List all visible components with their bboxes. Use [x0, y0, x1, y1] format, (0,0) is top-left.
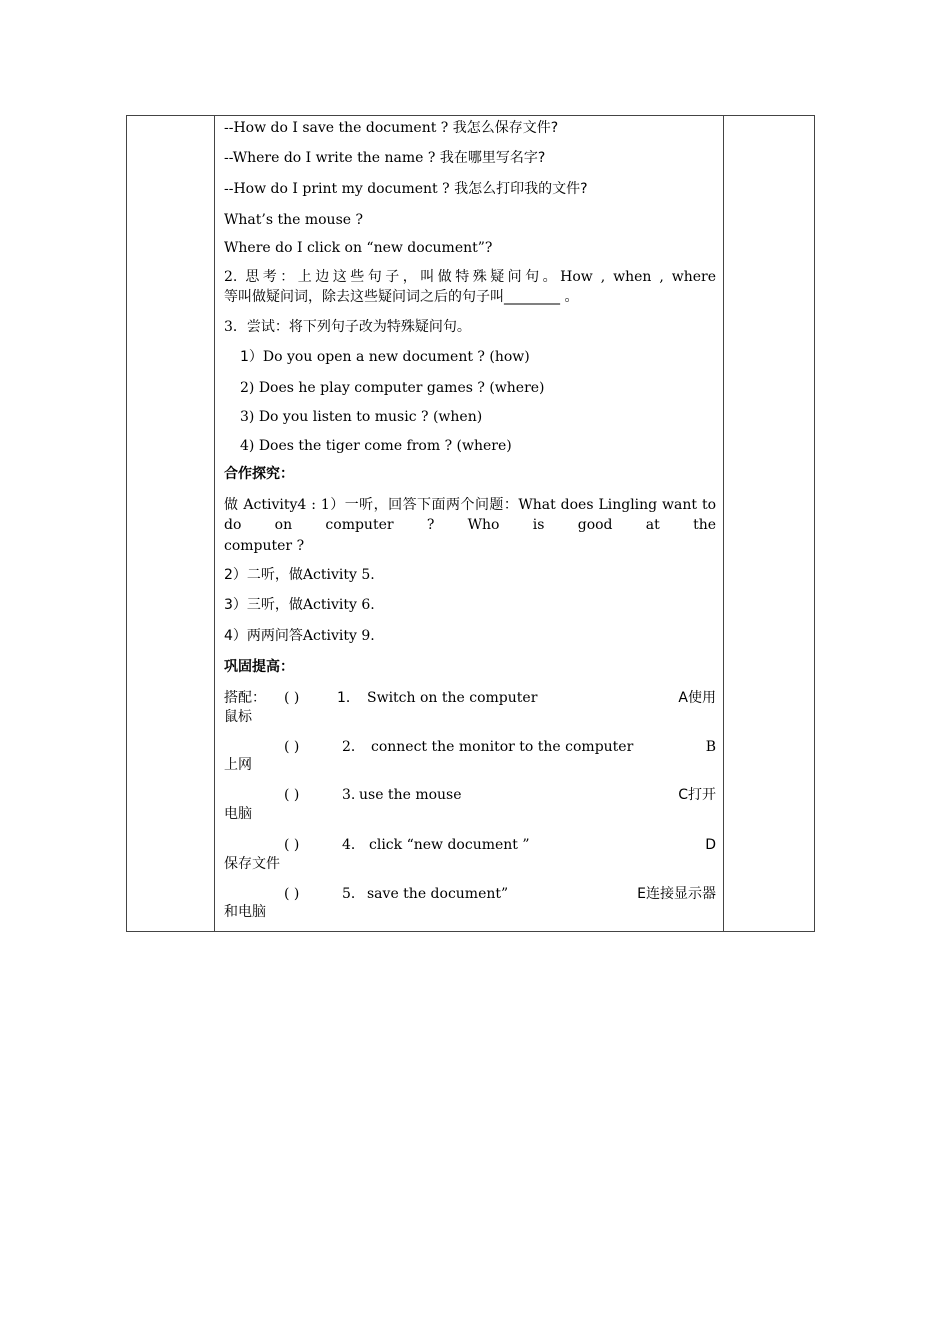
activity-step: 4）两两问答Activity 9.	[224, 628, 375, 644]
coop-heading: 合作探究：	[224, 466, 294, 482]
activity-step: 3）三听，做Activity 6.	[224, 597, 375, 613]
try-item: 1）Do you open a new document ? (how)	[240, 349, 530, 365]
match-item: 搭配： ( ) 1． Switch on the computer A使用	[224, 690, 716, 706]
consolidate-heading: 巩固提高：	[224, 659, 294, 675]
match-answer-cont: 电脑	[224, 806, 252, 822]
activity4-line: 做 Activity4 : 1）一听，回答下面两个问题：What does Lingling want to do on computer ? Who is good at the	[224, 497, 716, 533]
activity-step: 2）二听，做Activity 5.	[224, 567, 375, 583]
try-item: 2) Does he play computer games ? (where)	[240, 380, 545, 396]
match-answer-cont: 上网	[224, 757, 252, 773]
match-item: ( ) 5． save the document” E连接显示器	[284, 886, 716, 902]
match-answer-cont: 保存文件	[224, 856, 280, 872]
match-item: ( ) 4． click “new document ” D	[284, 837, 716, 853]
question-line: Where do I click on “new document”?	[224, 240, 493, 256]
activity4-line-cont: computer ?	[224, 538, 305, 554]
think-paragraph: 2. 思考：上边这些句子，叫做特殊疑问句。How , when , where	[224, 269, 717, 285]
match-item: ( ) 2． connect the monitor to the computer B	[284, 739, 716, 755]
match-item: ( ) 3. use the mouse C打开	[284, 787, 716, 803]
column-divider-right	[723, 116, 724, 931]
question-line: --How do I save the document ? 我怎么保存文件?	[224, 120, 559, 136]
match-answer-cont: 和电脑	[224, 904, 266, 920]
match-answer-cont: 鼠标	[224, 709, 252, 725]
lesson-table	[126, 115, 815, 932]
question-line: --How do I print my document ? 我怎么打印我的文件?	[224, 181, 588, 197]
think-paragraph-cont: 等叫做疑问词，除去这些疑问词之后的句子叫________ 。	[224, 289, 579, 305]
try-item: 4) Does the tiger come from ? (where)	[240, 438, 512, 454]
try-item: 3) Do you listen to music ? (when)	[240, 409, 483, 425]
question-line: What’s the mouse ?	[224, 212, 363, 228]
question-line: --Where do I write the name ? 我在哪里写名字?	[224, 150, 546, 166]
column-divider-left	[214, 116, 215, 931]
try-heading: 3．尝试：将下列句子改为特殊疑问句。	[224, 319, 471, 335]
